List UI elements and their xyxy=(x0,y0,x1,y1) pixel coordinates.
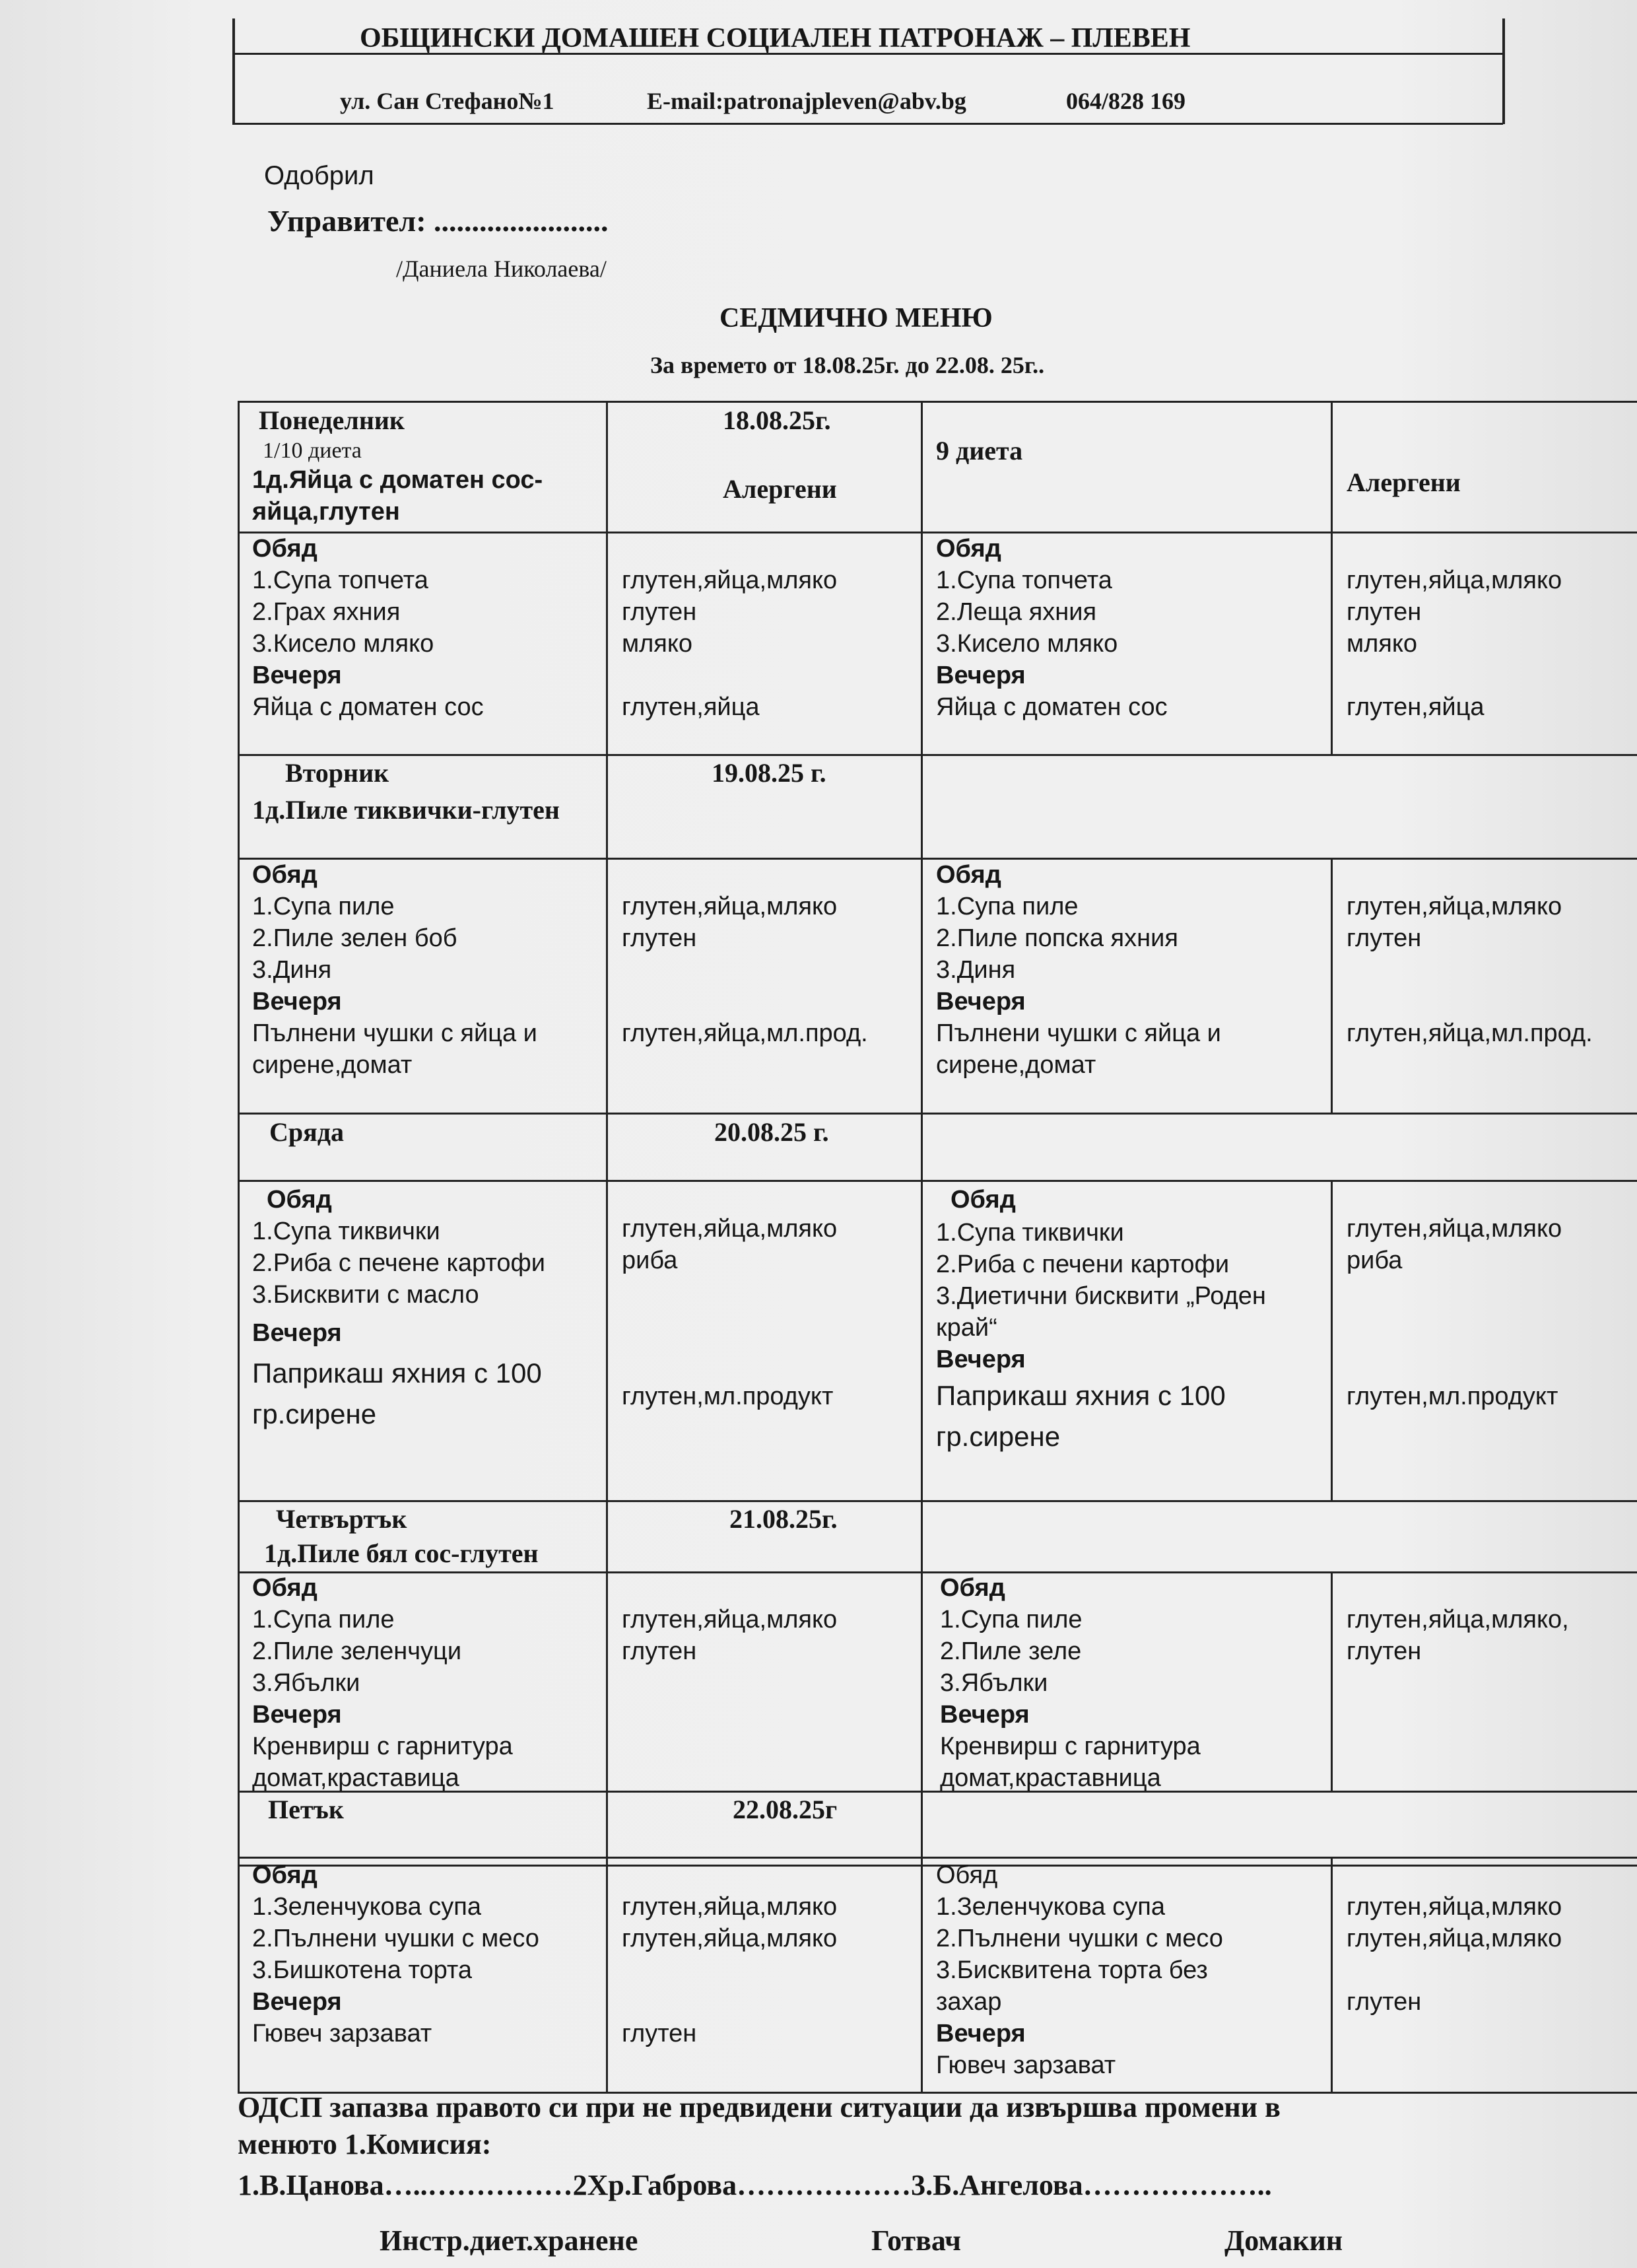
commission-members: 1.В.Цанова…..……………2Хр.Габрова………………3.Б.Ангелова……………….. xyxy=(238,2169,1272,2201)
thursday-b-menu: Обяд 1.Супа пиле 2.Пиле зеле 3.Ябълки Вечеря Кренвирш с гарнитура домат,краставница xyxy=(940,1574,1201,1792)
manager-label: Управител: ....................... xyxy=(267,204,609,238)
table-rule-v xyxy=(921,1865,923,2092)
manager-name: /Даниела Николаева/ xyxy=(396,256,607,282)
day-tuesday: Вторник xyxy=(285,758,389,788)
tuesday-b-menu: Обяд 1.Супа пиле 2.Пиле попска яхния 3.Диня Вечеря Пълнени чушки с яйца и сирене,домат xyxy=(936,861,1221,1079)
diet-9-label: 9 диета xyxy=(936,436,1023,465)
table-rule-v xyxy=(1331,858,1333,1113)
table-rule xyxy=(238,1857,1637,1859)
org-address: ул. Сан Стефано№1 xyxy=(340,88,554,114)
org-phone: 064/828 169 xyxy=(1066,88,1186,114)
footer-note-line2: менюто 1.Комисия: xyxy=(238,2128,492,2160)
table-rule-v xyxy=(1331,1571,1333,1791)
thursday-a-allergens: глутен,яйца,мляко глутен xyxy=(622,1606,838,1665)
breakfast-monday: 1д.Яйца с доматен сос- яйца,глутен xyxy=(252,466,543,526)
tuesday-b-allergens: глутен,яйца,мляко глутен глутен,яйца,мл.прод. xyxy=(1347,893,1593,1047)
monday-b-menu: Обяд 1.Супа топчета 2.Леща яхния 3.Кисело мляко Вечеря Яйца с доматен сос xyxy=(936,535,1168,721)
allergens-header-a: Алергени xyxy=(723,474,837,504)
table-rule-v xyxy=(1331,401,1333,754)
wednesday-b-menu: 1.Супа тиквички 2.Риба с печени картофи 3.Диетични бисквити „Роден край“ Вечеря Паприкаш яхния с 100 гр.сирене xyxy=(936,1219,1266,1452)
table-rule-v xyxy=(606,1865,608,2092)
table-rule-v xyxy=(606,401,608,1865)
role-cook: Готвач xyxy=(871,2224,961,2257)
role-dietary-instructor: Инстр.диет.хранене xyxy=(380,2224,638,2257)
date-tuesday: 19.08.25 г. xyxy=(712,758,826,788)
approved-label: Одобрил xyxy=(264,161,374,190)
table-rule-v xyxy=(921,401,923,1865)
friday-b-menu: Обяд 1.Зеленчукова супа 2.Пълнени чушки с месо 3.Бисквитена торта без захар Вечеря Гювеч зарзават xyxy=(936,1861,1223,2079)
org-name: ОБЩИНСКИ ДОМАШЕН СОЦИАЛЕН ПАТРОНАЖ – ПЛЕВЕН xyxy=(360,23,1191,53)
date-friday: 22.08.25г xyxy=(733,1795,838,1824)
menu-period: За времето от 18.08.25г. до 22.08. 25г.. xyxy=(650,352,1045,378)
day-monday: Понеделник xyxy=(259,405,405,435)
breakfast-tuesday: 1д.Пиле тиквички-глутен xyxy=(252,795,560,825)
monday-a-menu: Обяд 1.Супа топчета 2.Грах яхния 3.Кисело мляко Вечеря Яйца с доматен сос xyxy=(252,535,484,721)
friday-a-menu: Обяд 1.Зеленчукова супа 2.Пълнени чушки с месо 3.Бишкотена торта Вечеря Гювеч зарзават xyxy=(252,1861,539,2047)
role-housekeeper: Домакин xyxy=(1224,2224,1343,2257)
wednesday-a-allergens: глутен,яйца,мляко риба xyxy=(622,1215,838,1274)
friday-a-allergens: глутен,яйца,мляко глутен,яйца,мляко глутен xyxy=(622,1893,838,2047)
table-rule-v xyxy=(1331,1180,1333,1500)
monday-a-allergens: глутен,яйца,мляко глутен мляко глутен,яйца xyxy=(622,567,838,721)
thursday-b-allergens: глутен,яйца,мляко, глутен xyxy=(1347,1606,1569,1665)
day-friday: Петък xyxy=(268,1795,344,1824)
monday-b-allergens: глутен,яйца,мляко глутен мляко глутен,яйца xyxy=(1347,567,1562,721)
wednesday-a-lunch-label: Обяд xyxy=(267,1186,332,1214)
tuesday-a-allergens: глутен,яйца,мляко глутен глутен,яйца,мл.прод. xyxy=(622,893,868,1047)
diet-1-10-label: 1/10 диета xyxy=(263,438,362,463)
wednesday-a-dinner-allergens: глутен,мл.продукт xyxy=(622,1383,834,1410)
table-rule-v xyxy=(1331,1865,1333,2092)
date-wednesday: 20.08.25 г. xyxy=(714,1117,829,1147)
table-rule-v xyxy=(238,1865,240,2092)
menu-table xyxy=(238,401,1637,1867)
table-rule xyxy=(238,401,1637,403)
menu-title: СЕДМИЧНО МЕНЮ xyxy=(719,303,993,333)
wednesday-b-allergens: глутен,яйца,мляко риба xyxy=(1347,1215,1562,1274)
table-rule xyxy=(238,1113,1637,1115)
table-rule xyxy=(238,754,1637,756)
tuesday-a-menu: Обяд 1.Супа пиле 2.Пиле зелен боб 3.Диня Вечеря Пълнени чушки с яйца и сирене,домат xyxy=(252,861,537,1079)
allergens-header-b: Алергени xyxy=(1347,467,1461,497)
day-thursday: Четвъртък xyxy=(276,1504,407,1534)
day-wednesday: Сряда xyxy=(269,1117,345,1147)
table-rule-v xyxy=(1331,1857,1333,1865)
thursday-a-menu: Обяд 1.Супа пиле 2.Пиле зеленчуци 3.Ябълки Вечеря Кренвирш с гарнитура домат,краставица xyxy=(252,1574,513,1792)
table-rule xyxy=(238,1180,1637,1182)
wednesday-b-dinner-allergens: глутен,мл.продукт xyxy=(1347,1383,1558,1410)
date-monday: 18.08.25г. xyxy=(723,405,831,435)
breakfast-thursday: 1д.Пиле бял сос-глутен xyxy=(264,1538,539,1568)
wednesday-b-lunch-label: Обяд xyxy=(951,1186,1016,1214)
header-rule-bottom xyxy=(232,123,1503,125)
org-email: E-mail:patronajpleven@abv.bg xyxy=(647,88,966,114)
friday-b-allergens: глутен,яйца,мляко глутен,яйца,мляко глутен xyxy=(1347,1893,1562,2016)
table-rule xyxy=(238,1500,1637,1502)
date-thursday: 21.08.25г. xyxy=(729,1504,838,1534)
wednesday-a-menu: 1.Супа тиквички 2.Риба с печене картофи 3.Бисквити с масло Вечеря Паприкаш яхния с 100 гр.сирене xyxy=(252,1218,545,1429)
table-rule-v xyxy=(238,401,240,1865)
footer-note-line1: ОДСП запазва правото си при не предвидени ситуации да извършва промени в xyxy=(238,2091,1281,2123)
